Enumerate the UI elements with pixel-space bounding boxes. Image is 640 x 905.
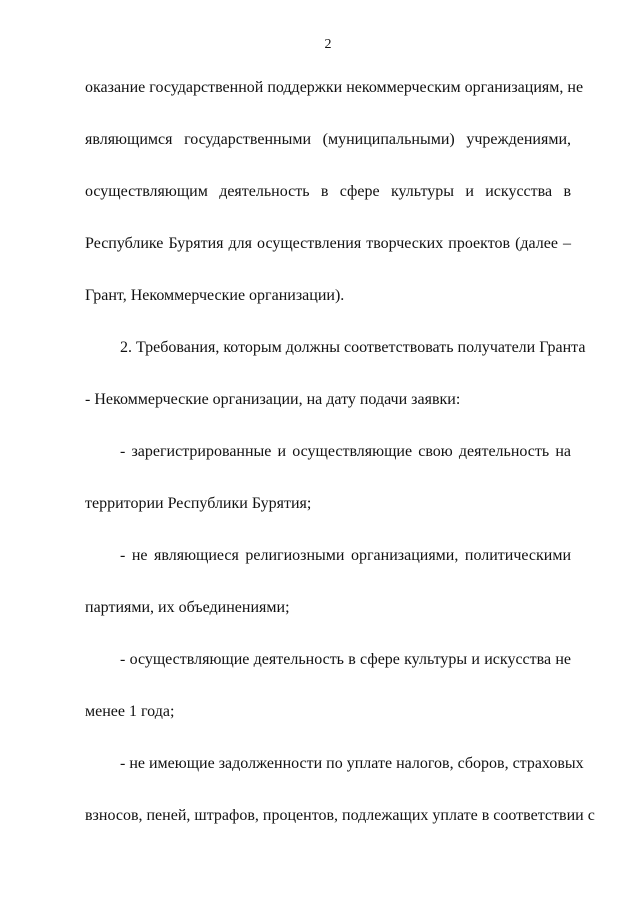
list-item-line: - не имеющие задолженности по уплате налогов, сборов, страховых — [120, 755, 584, 772]
list-item-line: - зарегистрированные и осуществляющие свою деятельность на — [120, 443, 571, 460]
text-line: - Некоммерческие организации, на дату подачи заявки: — [85, 391, 461, 408]
text-line: Грант, Некоммерческие организации). — [85, 287, 345, 304]
list-item-line: - не являющиеся религиозными организациями, политическими — [120, 547, 571, 564]
page-number: 2 — [324, 37, 332, 52]
text-line: осуществляющим деятельность в сфере культуры и искусства в — [85, 183, 571, 200]
text-line: являющимся государственными (муниципальными) учреждениями, — [85, 131, 571, 148]
text-line: взносов, пеней, штрафов, процентов, подлежащих уплате в соответствии с — [85, 807, 595, 824]
list-item-line: - осуществляющие деятельность в сфере культуры и искусства не — [120, 651, 571, 668]
paragraph-start-line: 2. Требования, которым должны соответствовать получатели Гранта — [120, 339, 586, 356]
text-line: оказание государственной поддержки некоммерческим организациям, не — [85, 79, 584, 96]
text-line: территории Республики Бурятия; — [85, 495, 312, 512]
text-line: Республике Бурятия для осуществления творческих проектов (далее – — [85, 235, 571, 252]
text-line: партиями, их объединениями; — [85, 599, 290, 616]
text-line: менее 1 года; — [85, 703, 175, 720]
